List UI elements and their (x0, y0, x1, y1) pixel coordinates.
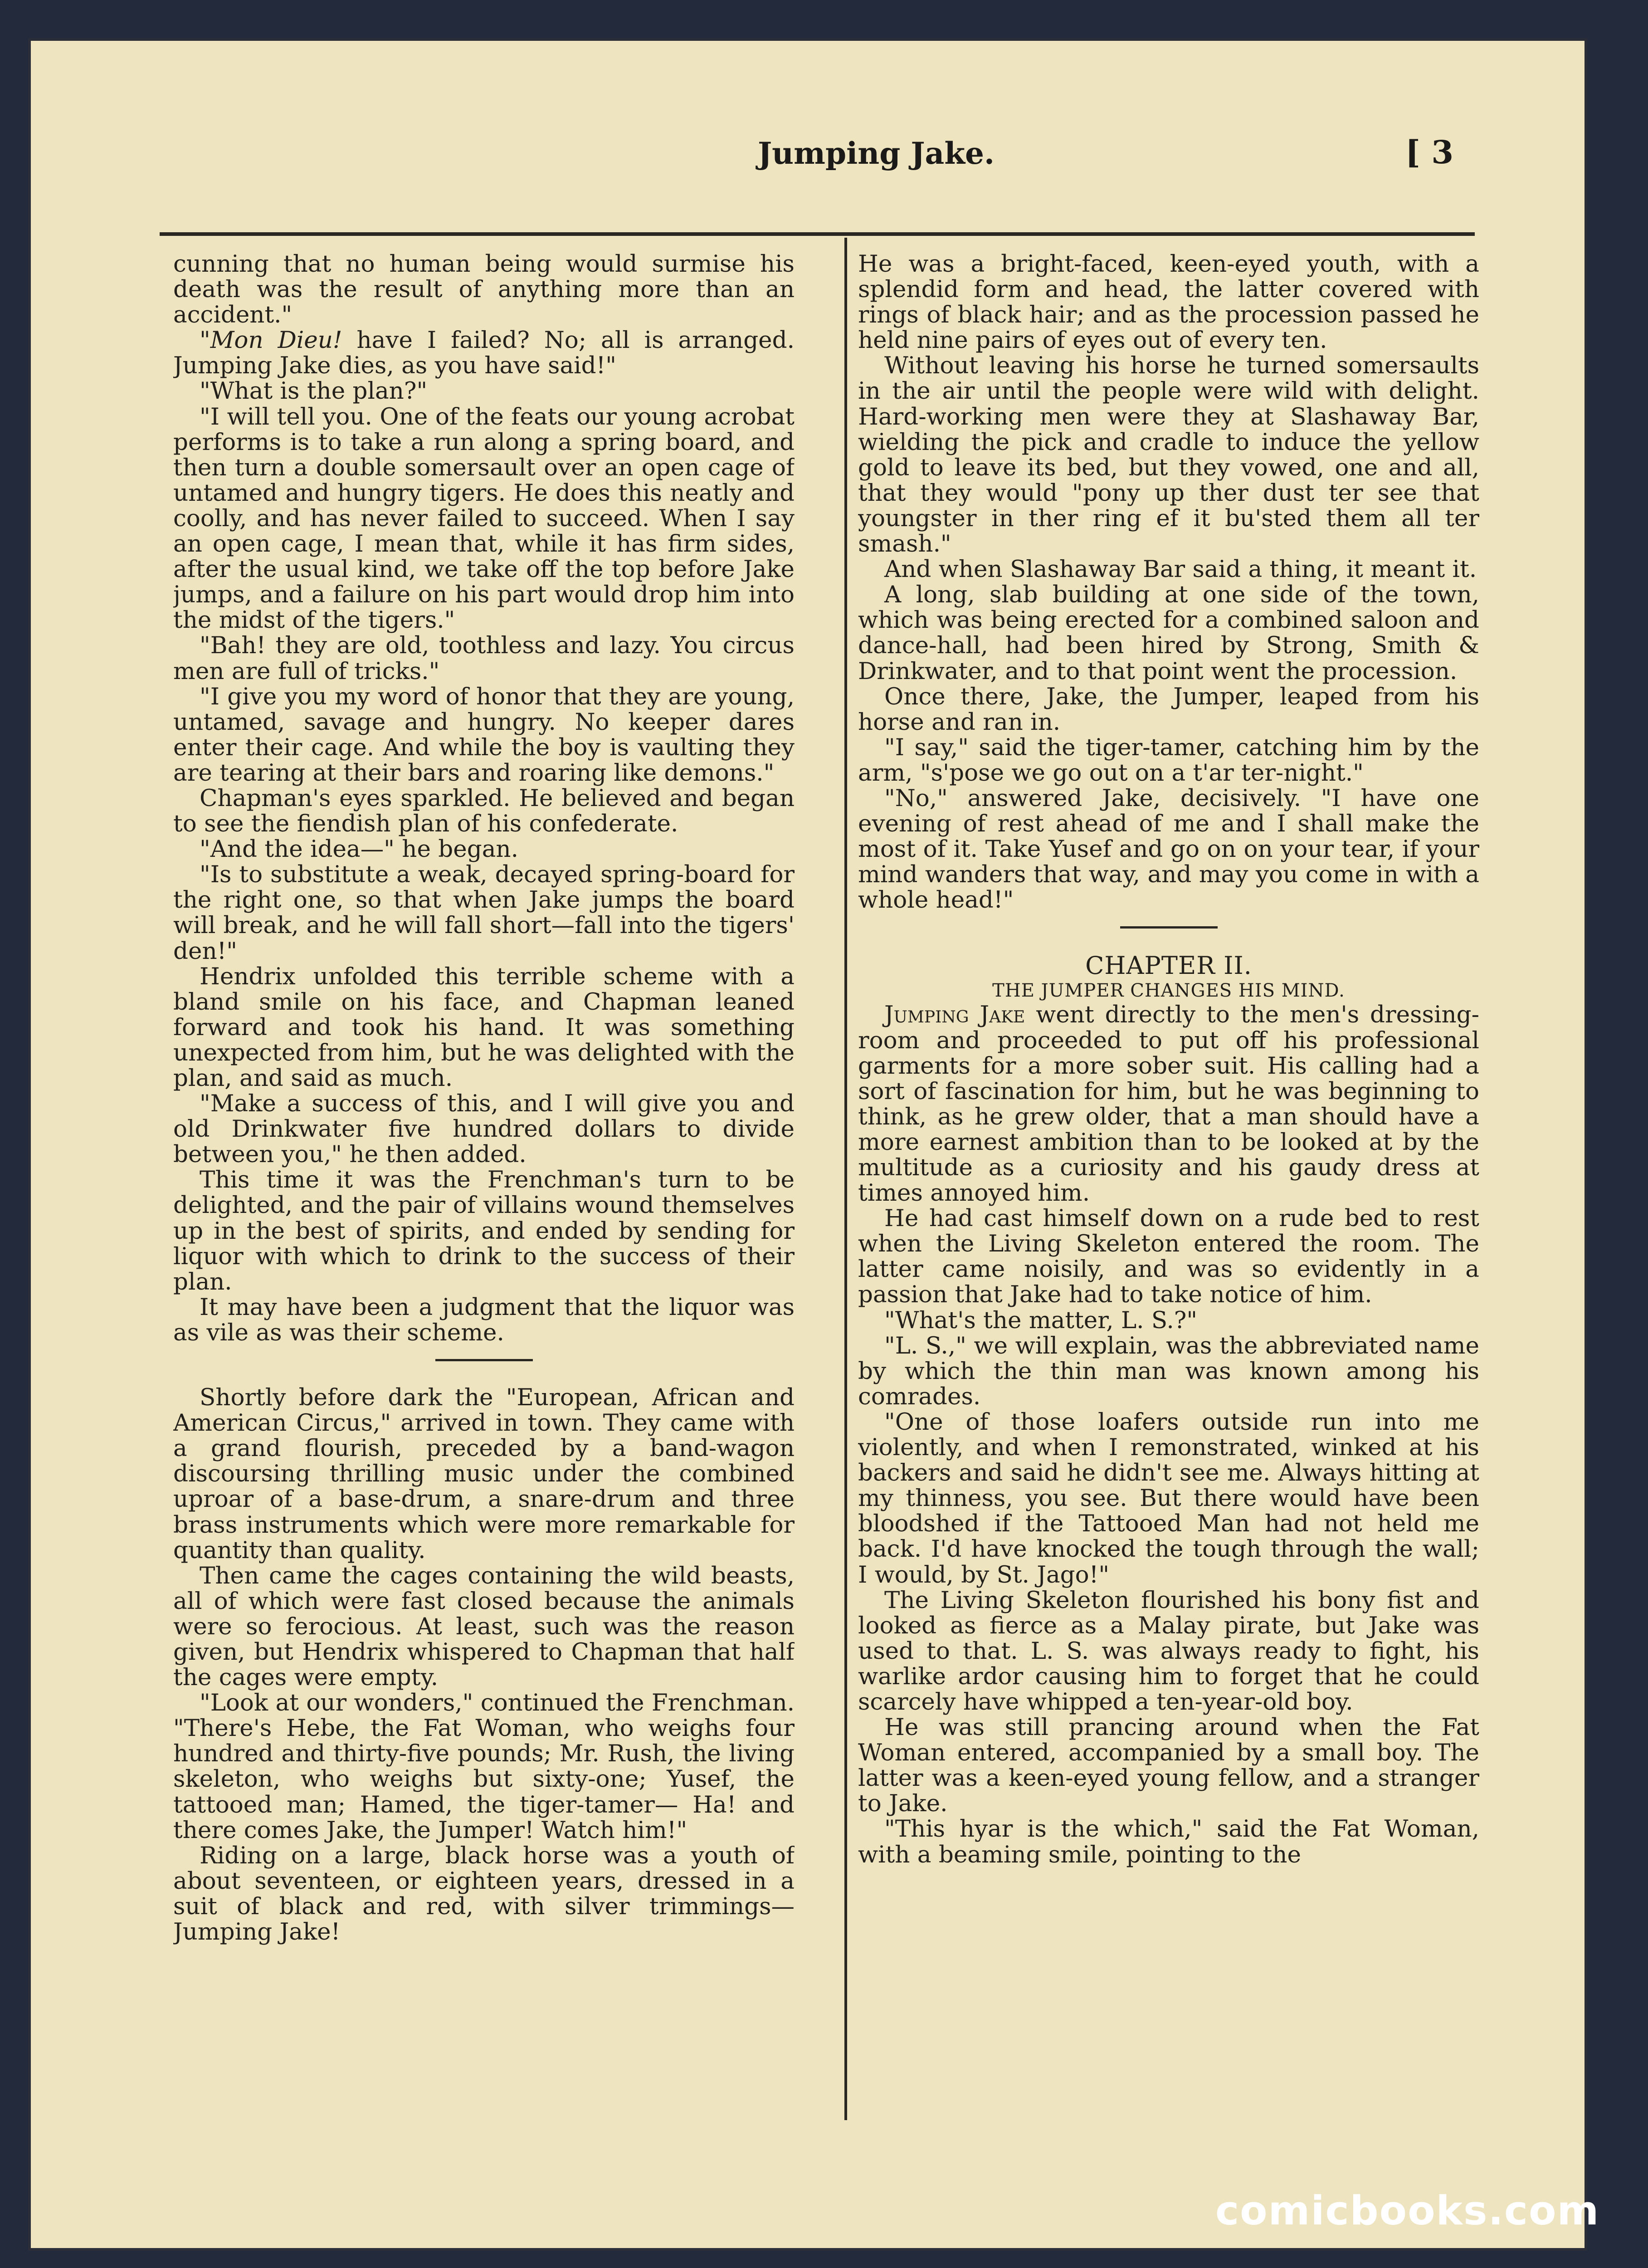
header-rule (160, 232, 1475, 236)
paragraph: "Bah! they are old, toothless and lazy. You circus men are full of tricks." (173, 632, 795, 685)
paragraph: "This hyar is the which," said the Fat Woman, with a beaming smile, pointing to the (858, 1815, 1479, 1868)
paragraph: He was still prancing around when the Fat Woman entered, accompanied by a small boy. The latter was a keen-eyed young fellow, and a stranger to Jake. (858, 1714, 1479, 1818)
paragraph: He had cast himself down on a rude bed to rest when the Living Skeleton entered the room. The latter came noisily, and was so evidently in a passion that Jake had to take notice of him. (858, 1205, 1479, 1309)
paragraph: Hendrix unfolded this terrible scheme with a bland smile on his face, and Chapman leaned forward and took his hand. It was something unexpected from him, but he was delighted with the plan, and said as much. (173, 963, 795, 1092)
section-break-rule (435, 1359, 533, 1361)
paragraph: cunning that no human being would surmise his death was the result of anything more than an accident." (173, 251, 795, 329)
paragraph: He was a bright-faced, keen-eyed youth, with a splendid form and head, the latter covered with rings of black hair; and as the procession passed he held nine pairs of eyes out of every ten. (858, 251, 1479, 354)
chapter-rule (1120, 926, 1218, 929)
left-column (173, 251, 795, 2116)
paragraph: "And the idea—" he began. (200, 836, 518, 863)
paragraph: "Make a success of this, and I will give you and old Drinkwater five hundred dollars to divide between you," he then added. (173, 1090, 795, 1168)
paragraph: Once there, Jake, the Jumper, leaped from his horse and ran in. (858, 683, 1479, 736)
paragraph: "One of those loafers outside run into me violently, and when I remonstrated, winked at his backers and said he didn't see me. Always hitting at my thinness, you see. But there would have been bloodshed if the Tattooed Man had not held me back. I'd have knocked the tough through the wall; I would, by St. Jago!" (858, 1408, 1479, 1589)
paragraph: A long, slab building at one side of the town, which was being erected for a combined saloon and dance-hall, had been hired by Strong, Smith & Drinkwater, and to that point went the procession. (858, 581, 1479, 685)
paragraph: Without leaving his horse he turned somersaults in the air until the people were wild with delight. Hard-working men were they at Slashaway Bar, wielding the pick and cradle to induce the yellow gold to leave its bed, but they vowed, one and all, that they would "pony up ther dust ter see that youngster in ther ring ef it bu'sted them all ter smash." (858, 352, 1479, 558)
paragraph: "Is to substitute a weak, decayed spring-board for the right one, so that when Jake jumps the board will break, and he will fall short—fall into the tigers' den!" (173, 861, 795, 965)
column-divider (844, 238, 847, 2120)
paragraph: "What is the plan?" (200, 377, 428, 405)
paragraph: This time it was the Frenchman's turn to be delighted, and the pair of villains wound themselves up in the best of spirits, and ended by sending for liquor with which to drink to the success of their plan. (173, 1166, 795, 1295)
paragraph: It may have been a judgment that the liquor was as vile as was their scheme. (173, 1293, 795, 1346)
paragraph: And when Slashaway Bar said a thing, it meant it. (884, 556, 1477, 583)
paragraph: Then came the cages containing the wild beasts, all of which were fast closed because the animals were so ferocious. At least, such was the reason given, but Hendrix whispered to Chapman that half the cages were empty. (173, 1562, 795, 1691)
magazine-page (28, 38, 1600, 2251)
paragraph: The Living Skeleton flourished his bony fist and looked as fierce as a Malay pirate, but Jake was used to that. L. S. was always ready to fight, his warlike ardor causing him to forget that he could scarcely have whipped a ten-year-old boy. (858, 1586, 1479, 1716)
paragraph: "I say," said the tiger-tamer, catching him by the arm, "s'pose we go out on a t'ar ter-night." (858, 733, 1479, 787)
italic-exclamation: Mon Dieu! (210, 327, 342, 354)
paragraph (858, 1002, 1479, 1206)
watermark: comicbooks.com (1215, 2187, 1600, 2234)
right-column (858, 251, 1479, 2116)
paragraph: "Look at our wonders," continued the Frenchman. "There's Hebe, the Fat Woman, who weighs four hundred and thirty-five pounds; Mr. Rush, the living skeleton, who weighs but sixty-one; Yusef, the tattooed man; Hamed, the tiger-tamer— Ha! and there comes Jake, the Jumper! Watch him!" (173, 1689, 795, 1844)
paragraph: "No," answered Jake, decisively. "I have one evening of rest ahead of me and I shall make the most of it. Take Yusef and go on on your tear, if your mind wanders that way, and may you come in with a whole head!" (858, 784, 1479, 914)
paragraph (173, 327, 795, 378)
paragraph: Chapman's eyes sparkled. He believed and began to see the fiendish plan of his confederate. (173, 784, 795, 838)
smallcaps-lead: Jumping Jake (884, 1001, 1025, 1029)
paragraph-text: have I failed? No; all is arranged. Jumping Jake dies, as you have said!" (173, 327, 795, 380)
chapter-subtitle: THE JUMPER CHANGES HIS MIND. (992, 980, 1345, 1002)
paragraph: Riding on a large, black horse was a youth of about seventeen, or eighteen years, dressed in a suit of black and red, with silver trimmings—Jumping Jake! (173, 1842, 795, 1945)
chapter-title: CHAPTER II. (1085, 951, 1252, 980)
paragraph: "What's the matter, L. S.?" (884, 1306, 1198, 1334)
quote-mark: " (200, 327, 210, 354)
paragraph: "I give you my word of honor that they are young, untamed, savage and hungry. No keeper dares enter their cage. And while the boy is vaulting they are tearing at their bars and roaring like demons." (173, 683, 795, 787)
page-number: [ 3 (1405, 133, 1454, 171)
paragraph: Shortly before dark the "European, African and American Circus," arrived in town. They came with a grand flourish, preceded by a band-wagon discoursing thrilling music under the combined uproar of a base-drum, a snare-drum and three brass instruments which were more remarkable for quantity than quality. (173, 1384, 795, 1564)
paragraph: "I will tell you. One of the feats our young acrobat performs is to take a run along a spring board, and then turn a double somersault over an open cage of untamed and hungry tigers. He does this neatly and coolly, and has never failed to succeed. When I say an open cage, I mean that, while it has firm sides, after the usual kind, we take off the top before Jake jumps, and a failure on his part would drop him into the midst of the tigers." (173, 403, 795, 634)
paragraph: "L. S.," we will explain, was the abbreviated name by which the thin man was known among his comrades. (858, 1332, 1479, 1410)
running-header-title: Jumping Jake. (757, 136, 995, 171)
paragraph-text: went directly to the men's dressing-room and proceeded to put off his professional garments for a more sober suit. His calling had a sort of fascination for him, but he was beginning to think, as he grew older, that a man should have a more earnest ambition than to be looked at by the multitude as a curiosity and his gaudy dress at times annoyed him. (858, 1001, 1479, 1207)
